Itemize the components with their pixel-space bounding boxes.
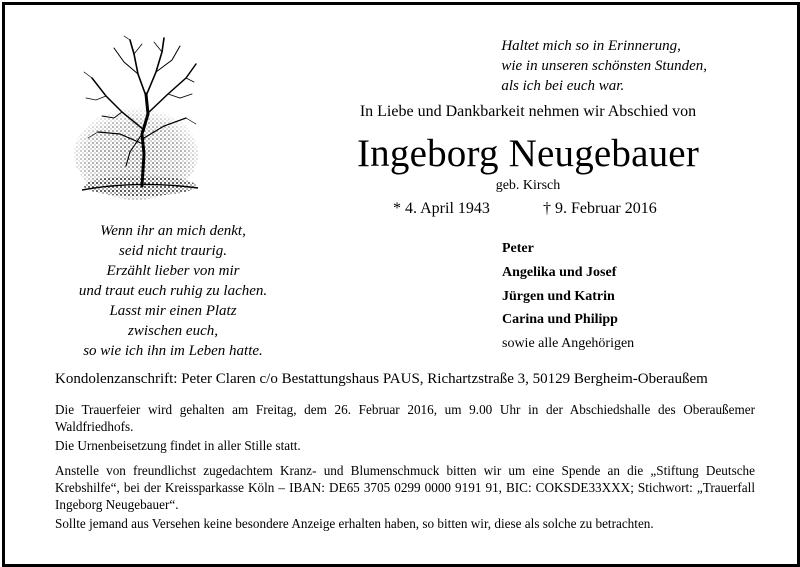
birth-date: * 4. April 1943	[393, 200, 490, 217]
mourner: Peter	[502, 241, 534, 256]
death-date: † 9. Februar 2016	[543, 200, 657, 217]
poem-line: und traut euch ruhig zu lachen.	[78, 283, 268, 299]
poem-stanza-1	[42, 221, 304, 301]
poem-line: so wie ich ihn im Leben hatte.	[83, 343, 263, 359]
mourner: Angelika und Josef	[502, 264, 617, 280]
condolence-address: Kondolenzanschrift: Peter Claren c/o Bestattungshaus PAUS, Richartzstraße 3, 50129 Bergheim-Oberaußem	[55, 371, 708, 387]
deceased-name: Ingeborg Neugebauer	[356, 132, 700, 175]
funeral-service-paragraph: Die Trauerfeier wird gehalten am Freitag, dem 26. Februar 2016, um 9.00 Uhr in der Abschiedshalle des Oberaußemer Waldfriedhofs.	[55, 402, 755, 434]
motto-line: wie in unseren schönsten Stunden,	[501, 58, 707, 74]
poem-stanza-2	[42, 301, 304, 361]
poem-line: Wenn ihr an mich denkt,	[100, 223, 246, 239]
motto	[501, 36, 707, 96]
poem-line: zwischen euch,	[128, 323, 218, 339]
mourner: Jürgen und Katrin	[502, 288, 615, 304]
mourners-list	[502, 237, 634, 356]
poem-line: seid nicht traurig.	[119, 243, 227, 259]
motto-line: als ich bei euch war.	[501, 78, 625, 94]
poem-line: Erzählt lieber von mir	[106, 263, 240, 279]
birth-name: geb. Kirsch	[495, 178, 561, 193]
donation-paragraph: Anstelle von freundlichst zugedachtem Kranz- und Blumenschmuck bitten wir um eine Spende an die „Stiftung Deutsche Krebshilfe“, bei der Kreissparkasse Köln – IBAN: DE65 3705 0299 0000 9191 91, BIC: COKSDE33XXX; Stichwort: „Trauerfall Ingeborg Neugebauer“.	[55, 463, 755, 512]
notice-paragraph: Sollte jemand aus Versehen keine besondere Anzeige erhalten haben, so bitten wir, diese als solche zu betrachten.	[55, 516, 654, 531]
poem-line: Lasst mir einen Platz	[109, 303, 237, 319]
motto-line: Haltet mich so in Erinnerung,	[501, 38, 681, 54]
urn-burial-paragraph: Die Urnenbeisetzung findet in aller Stille statt.	[55, 438, 301, 453]
mourner: Carina und Philipp	[502, 312, 618, 328]
tree-illustration	[68, 34, 206, 206]
mourner-relatives: sowie alle Angehörigen	[502, 336, 635, 352]
intro-text: In Liebe und Dankbarkeit nehmen wir Abschied von	[359, 103, 697, 120]
